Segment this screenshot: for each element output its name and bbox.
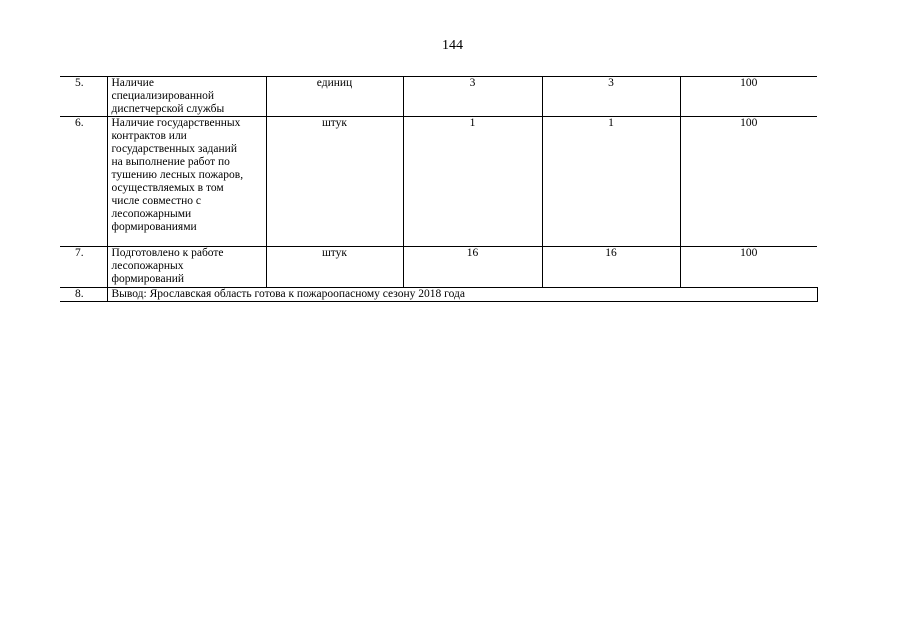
table-row bbox=[60, 247, 817, 288]
indicator-name: Подготовлено к работе лесопожарных формирований bbox=[107, 247, 266, 288]
indicator-name: Наличие государственных контрактов или государственных заданий на выполнение работ по тушению лесных пожаров, осуществляемых в том числе совместно с лесопожарными формированиями bbox=[107, 117, 266, 247]
indicators-table bbox=[60, 76, 818, 302]
unit-of-measure: штук bbox=[266, 247, 403, 288]
planned-value: 16 bbox=[403, 247, 542, 288]
table-row bbox=[60, 117, 817, 247]
conclusion-text: Вывод: Ярославская область готова к пожароопасному сезону 2018 года bbox=[107, 288, 817, 302]
actual-value: 16 bbox=[542, 247, 680, 288]
page-number: 144 bbox=[442, 38, 463, 53]
percent-value: 100 bbox=[680, 247, 817, 288]
percent-value: 100 bbox=[680, 117, 817, 247]
row-number: 5. bbox=[60, 77, 107, 117]
planned-value: 1 bbox=[403, 117, 542, 247]
actual-value: 3 bbox=[542, 77, 680, 117]
percent-value: 100 bbox=[680, 77, 817, 117]
unit-of-measure: единиц bbox=[266, 77, 403, 117]
actual-value: 1 bbox=[542, 117, 680, 247]
table-row bbox=[60, 77, 817, 117]
indicator-name: Наличие специализированной диспетчерской службы bbox=[107, 77, 266, 117]
unit-of-measure: штук bbox=[266, 117, 403, 247]
row-number: 8. bbox=[60, 288, 107, 302]
row-number: 6. bbox=[60, 117, 107, 247]
conclusion-row bbox=[60, 288, 817, 302]
row-number: 7. bbox=[60, 247, 107, 288]
planned-value: 3 bbox=[403, 77, 542, 117]
